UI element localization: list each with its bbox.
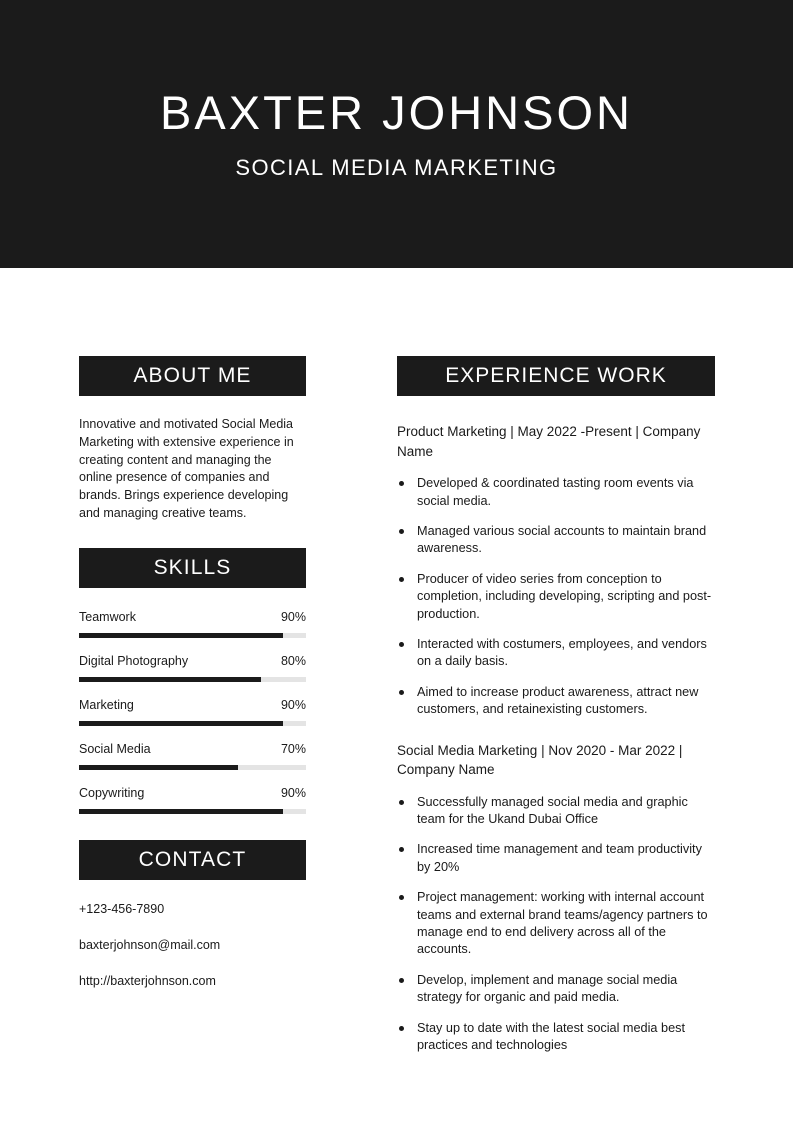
contact-phone: +123-456-7890 — [79, 901, 165, 916]
skill-percent: 90% — [280, 785, 306, 800]
skill-item — [79, 698, 306, 726]
contact-website[interactable]: http://baxterjohnson.com — [79, 973, 216, 988]
contact-section-title: CONTACT — [79, 840, 306, 880]
about-section-title: ABOUT ME — [79, 356, 306, 396]
list-item: Develop, implement and manage social media strategy for organic and paid media. — [397, 972, 715, 1007]
page-title: BAXTER JOHNSON — [160, 86, 633, 140]
list-item: Aimed to increase product awareness, attract new customers, and retainexisting customers. — [397, 684, 715, 719]
skills-section-title: SKILLS — [79, 548, 306, 588]
skill-percent: 90% — [280, 609, 306, 624]
experience-entry — [397, 741, 715, 1055]
skill-label: Copywriting — [79, 785, 145, 800]
skill-item — [79, 654, 306, 682]
experience-heading: Social Media Marketing | Nov 2020 - Mar 2022 | Company Name — [397, 742, 683, 778]
skill-progress-track — [79, 633, 306, 638]
skill-label: Teamwork — [79, 609, 136, 624]
right-column — [397, 356, 715, 1067]
list-item: Interacted with costumers, employees, and vendors on a daily basis. — [397, 636, 715, 671]
skill-progress-fill — [79, 809, 283, 814]
experience-bullets — [397, 794, 715, 1055]
experience-heading: Product Marketing | May 2022 -Present | Company Name — [397, 424, 701, 459]
left-column — [79, 356, 306, 988]
about-text: Innovative and motivated Social Media Marketing with extensive experience in creating content and managing the online presence of companies and brands. Brings experience developing and managing creative teams. — [79, 417, 294, 520]
skill-progress-fill — [79, 721, 283, 726]
skills-list — [79, 610, 306, 814]
experience-section-title: EXPERIENCE WORK — [397, 356, 715, 396]
skill-progress-fill — [79, 765, 238, 770]
contact-email[interactable]: baxterjohnson@mail.com — [79, 937, 221, 952]
skill-item — [79, 742, 306, 770]
skill-label: Social Media — [79, 741, 151, 756]
skill-percent: 90% — [280, 697, 306, 712]
experience-entry — [397, 422, 715, 718]
skill-progress-fill — [79, 633, 283, 638]
skill-item — [79, 786, 306, 814]
list-item: Developed & coordinated tasting room events via social media. — [397, 475, 715, 510]
skill-progress-fill — [79, 677, 261, 682]
skill-progress-track — [79, 765, 306, 770]
skill-label: Marketing — [79, 697, 134, 712]
skill-label: Digital Photography — [79, 653, 189, 668]
list-item: Increased time management and team productivity by 20% — [397, 841, 715, 876]
skill-percent: 80% — [280, 653, 306, 668]
list-item: Managed various social accounts to maintain brand awareness. — [397, 523, 715, 558]
skill-percent: 70% — [280, 741, 306, 756]
list-item: Project management: working with internal account teams and external brand teams/agency partners to manage end to end delivery across all of the accounts. — [397, 889, 715, 959]
header-subtitle: SOCIAL MEDIA MARKETING — [235, 154, 558, 180]
header-banner — [0, 0, 793, 268]
skill-item — [79, 610, 306, 638]
skill-progress-track — [79, 721, 306, 726]
skill-progress-track — [79, 809, 306, 814]
list-item: Stay up to date with the latest social media best practices and technologies — [397, 1020, 715, 1055]
contact-section — [79, 840, 306, 988]
experience-bullets — [397, 475, 715, 718]
list-item: Producer of video series from conception to completion, including developing, scripting and post-production. — [397, 571, 715, 623]
skill-progress-track — [79, 677, 306, 682]
list-item: Successfully managed social media and graphic team for the Ukand Dubai Office — [397, 794, 715, 829]
skills-section — [79, 548, 306, 814]
